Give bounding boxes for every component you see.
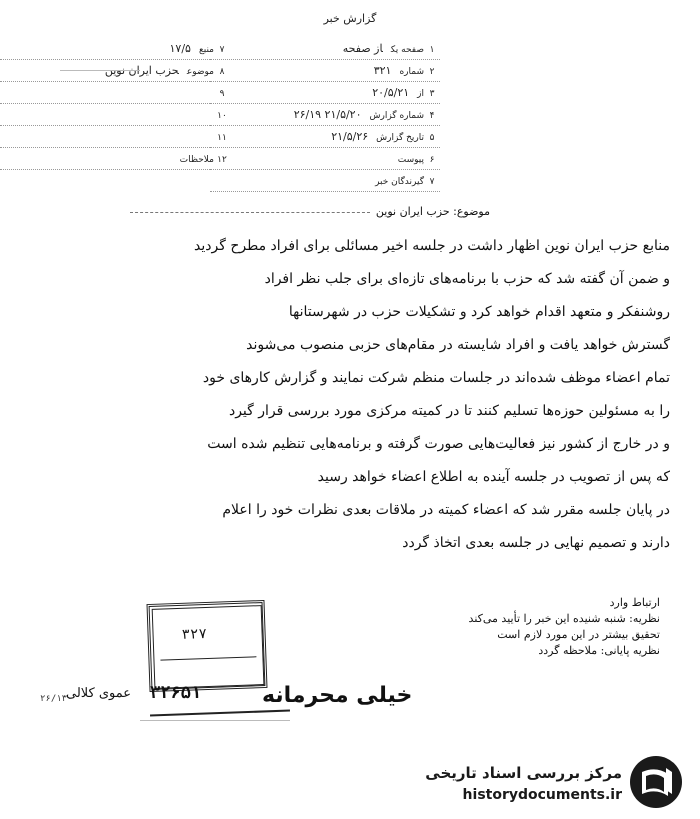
handwritten-signature-text: عموی کلالی: [66, 686, 132, 701]
scan-artifact: [140, 720, 290, 721]
watermark-url: historydocuments.ir: [462, 787, 622, 803]
scan-artifact: [60, 70, 140, 71]
form-field: ۱۱: [0, 128, 230, 148]
reference-code: ۲۶/۱۳۰: [40, 694, 73, 704]
subject-rule: [130, 212, 370, 213]
note-line: نظریه: شنبه شنیده این خبر را تأیید می‌کند: [468, 612, 660, 625]
report-form-right: [210, 40, 440, 194]
body-line: دارند و تصمیم نهایی در جلسه بعدی اتخاذ گردد: [402, 535, 670, 551]
form-field: ۱صفحه یکاز صفحه: [210, 40, 440, 60]
body-line: و در خارج از کشور نیز فعالیت‌هایی صورت گرفته و برنامه‌هایی تنظیم شده است: [207, 436, 670, 452]
form-field: ۲شماره۳۲۱: [210, 62, 440, 82]
note-line: ارتباط وارد: [609, 596, 660, 609]
form-field: ۶پیوست: [210, 150, 440, 170]
watermark-footer: [388, 752, 688, 812]
form-field: ۷منبع۱۷/۵: [0, 40, 230, 60]
body-line: روشنفکر و متعهد اقدام خواهد کرد و تشکیلات حزب در شهرستانها: [288, 304, 670, 320]
form-field: ۵تاریخ گزارش۲۱/۵/۲۶: [210, 128, 440, 148]
body-line: در پایان جلسه مقرر شد که اعضاء کمیته در ملاقات بعدی نظرات خود را اعلام: [222, 502, 670, 518]
body-line: که پس از تصویب در جلسه آینده به اطلاع اعضاء خواهد رسید: [317, 469, 670, 485]
note-line: نظریه پایانی: ملاحظه گردد: [538, 644, 660, 657]
body-line: گسترش خواهد یافت و افراد شایسته در مقام‌های حزبی منصوب می‌شوند: [246, 337, 670, 353]
form-field: ۱۲ملاحظات: [0, 150, 230, 170]
registry-stamp: [147, 600, 268, 692]
form-field: ۷گیرندگان خبر: [210, 172, 440, 192]
form-field: ۹: [0, 84, 230, 104]
form-field: ۱۰: [0, 106, 230, 126]
watermark-brand-name: مرکز بررسی اسناد تاریخی: [425, 764, 622, 782]
body-line: را به مسئولین حوزه‌ها تسلیم کنند تا در کمیته مرکزی مورد بررسی قرار گیرد: [228, 403, 670, 419]
book-page-icon: [628, 754, 684, 810]
handwritten-body: [40, 230, 670, 560]
subject-line: موضوع: حزب ایران نوین: [130, 205, 490, 218]
form-field: ۸موضوعحزب ایران نوین: [0, 62, 230, 82]
stamped-serial-number: ۳۲۶۵۱: [150, 683, 202, 703]
body-line: تمام اعضاء موظف شده‌اند در جلسات منظم شرکت نمایند و گزارش کارهای خود: [202, 370, 670, 386]
body-line: و ضمن آن گفته شد که حزب با برنامه‌های تازه‌ای برای جلب نظر افراد: [264, 271, 670, 287]
stamp-number: ۳۲۷: [181, 626, 208, 643]
handwritten-underline: [150, 710, 290, 717]
form-field: ۴شماره گزارش۲۱/۵/۲۰ ۲۶/۱۹: [210, 106, 440, 126]
stamp-inner-border: [152, 605, 265, 689]
document-header-title: گزارش خبر: [323, 12, 377, 25]
note-line: تحقیق بیشتر در این مورد لازم است: [497, 628, 660, 641]
report-form-left: [0, 40, 230, 172]
stamp-divider: [160, 656, 256, 660]
form-field: ۳از۲۰/۵/۲۱: [210, 84, 440, 104]
classification-stamp: خیلی محرمانه: [262, 683, 413, 708]
body-line: منابع حزب ایران نوین اظهار داشت در جلسه اخیر مسائلی برای افراد مطرح گردید: [194, 238, 670, 254]
